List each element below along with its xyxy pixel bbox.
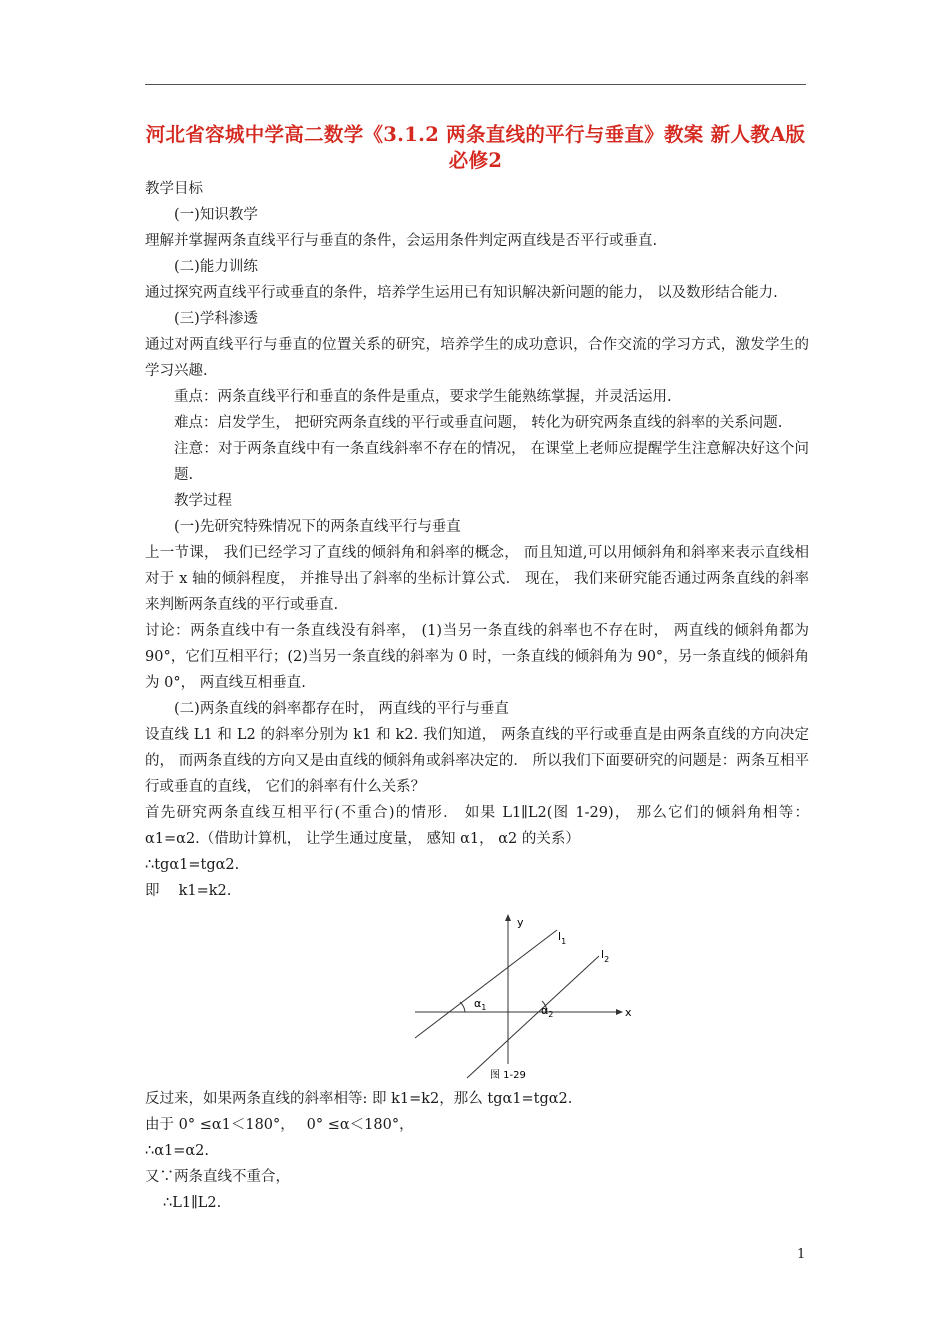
paragraph: 难点：启发学生， 把研究两条直线的平行或垂直问题， 转化为研究两条直线的斜率的关系问题. [174,415,783,431]
y-axis-arrow [505,914,511,921]
paragraphs-before-figure [145,176,809,904]
paragraph: 首先研究两条直线互相平行(不重合)的情形． 如果 L1∥L2(图 1-29)， 那么它们的倾斜角相等：α1=α2.（借助计算机， 让学生通过度量， 感知 α1， α2 的关系） [145,805,809,847]
paragraph: (二)两条直线的斜率都存在时， 两直线的平行与垂直 [174,701,509,717]
paragraph: ∴L1∥L2. [163,1195,222,1211]
document-title: 河北省容城中学高二数学《3.1.2 两条直线的平行与垂直》教案 新人教A版必修2 [145,123,806,172]
paragraph: (二)能力训练 [174,259,258,275]
paragraph: (一)知识教学 [174,207,258,223]
line-l1 [415,930,557,1038]
paragraph: 教学目标 [145,181,203,197]
paragraph: 通过探究两直线平行或垂直的条件，培养学生运用已有知识解决新问题的能力， 以及数形结合能力. [145,285,778,301]
figure-caption: 图 1-29 [490,1070,526,1080]
paragraph: ∴tgα1=tgα2. [145,857,240,873]
paragraph: 注意：对于两条直线中有一条直线斜率不存在的情况， 在课堂上老师应提醒学生注意解决好这个问题. [174,441,809,483]
paragraph: 理解并掌握两条直线平行与垂直的条件，会运用条件判定两直线是否平行或垂直. [145,233,658,249]
paragraph: 重点：两条直线平行和垂直的条件是重点，要求学生能熟练掌握，并灵活运用. [174,389,672,405]
x-axis-arrow [616,1009,623,1015]
paragraph: 讨论：两条直线中有一条直线没有斜率， (1)当另一条直线的斜率也不存在时， 两直线的倾斜角都为 90°，它们互相平行；(2)当另一条直线的斜率为 0 时，一条直线的倾斜角为 90°，另一条直线的倾斜角为 0°， 两直线互相垂直. [145,623,809,691]
paragraph: 教学过程 [174,493,232,509]
angle-alpha1-label: $\alpha_1$ [474,997,487,1012]
x-axis-label: x [625,1006,632,1019]
paragraph: (一)先研究特殊情况下的两条直线平行与垂直 [174,519,461,535]
paragraph: 设直线 L1 和 L2 的斜率分别为 k1 和 k2. 我们知道， 两条直线的平行或垂直是由两条直线的方向决定的， 而两条直线的方向又是由直线的倾斜角或斜率决定的． 所以我们下面要研究的问题是：两条互相平行或垂直的直线， 它们的斜率有什么关系？ [145,727,809,795]
paragraph: 由于 0° ≤α1＜180°， 0° ≤α＜180°， [145,1117,414,1133]
paragraph: (三)学科渗透 [174,311,258,327]
header-rule [145,84,806,85]
paragraph: ∴α1=α2. [145,1143,210,1159]
line-l2 [467,956,599,1078]
document-body [145,176,809,1216]
line-l1-label: $l_1$ [558,930,567,946]
page-number: 1 [797,1247,806,1262]
paragraph: 反过来，如果两条直线的斜率相等: 即 k1=k2，那么 tgα1=tgα2. [145,1091,573,1107]
line-l2-label: $l_2$ [601,948,610,964]
angle-alpha2-label: $\alpha_2$ [541,1004,554,1019]
parallel-lines-diagram [415,914,635,1080]
paragraph: 即 k1=k2. [145,883,232,899]
paragraph: 通过对两直线平行与垂直的位置关系的研究，培养学生的成功意识，合作交流的学习方式，激发学生的学习兴趣. [145,337,809,379]
y-axis-label: y [517,916,524,929]
paragraph: 又∵两条直线不重合， [145,1169,290,1185]
paragraphs-after-figure [145,1086,809,1216]
figure-1-29 [145,914,809,1080]
paragraph: 上一节课， 我们已经学习了直线的倾斜角和斜率的概念， 而且知道,可以用倾斜角和斜率来表示直线相对于 x 轴的倾斜程度， 并推导出了斜率的坐标计算公式． 现在， 我们来研究能否通过两条直线的斜率来判断两条直线的平行或垂直. [145,545,809,613]
